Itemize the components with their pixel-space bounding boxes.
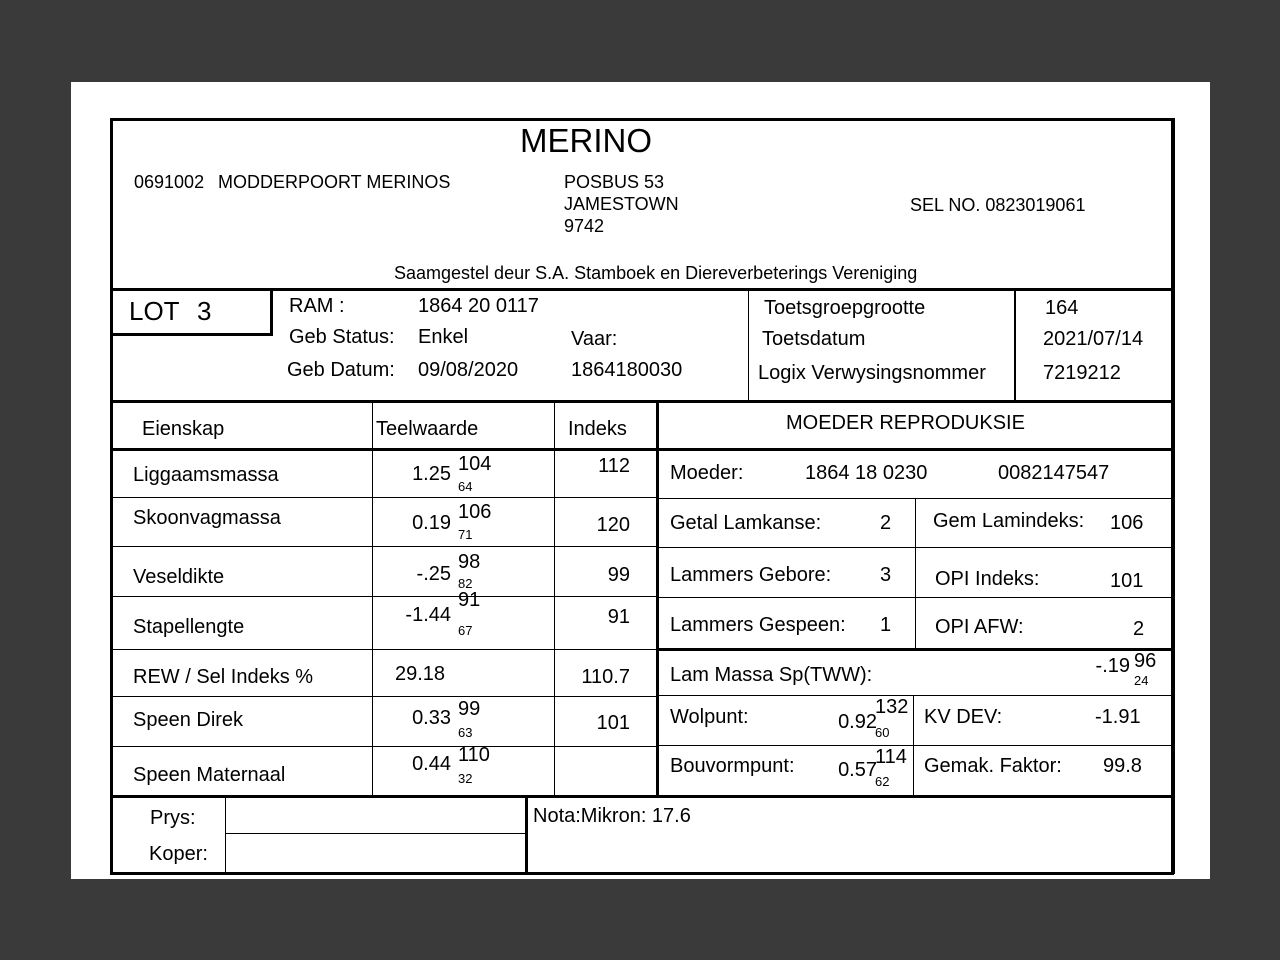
kv-dev-value: -1.91 [1095, 706, 1141, 728]
trait-sub: 67 [458, 623, 473, 638]
test-date-label: Toetsdatum [762, 328, 866, 350]
opi-index-label: OPI Indeks: [935, 568, 1040, 590]
divider-table-head [110, 448, 1174, 451]
ram-label: RAM : [289, 295, 345, 317]
sire-value: 1864180030 [571, 359, 683, 381]
birth-date-value: 09/08/2020 [418, 359, 519, 381]
lot-box-right [270, 288, 273, 335]
wool-score-value: 0.92 [838, 711, 877, 733]
trait-name: Speen Maternaal [133, 764, 286, 786]
lamb-mass-value: -.19 [1095, 655, 1130, 677]
dam-label: Moeder: [670, 462, 744, 484]
sire-label: Vaar: [571, 328, 618, 350]
breeder-name: MODDERPOORT MERINOS [218, 172, 451, 192]
col-divider-right [915, 498, 916, 648]
trait-sub: 63 [458, 725, 473, 740]
row-line [658, 597, 1174, 598]
trait-index: 91 [607, 606, 630, 628]
ram-value: 1864 20 0117 [418, 295, 539, 317]
row-line [110, 596, 656, 597]
frame-right [1171, 118, 1175, 874]
trait-sup: 106 [458, 501, 492, 523]
trait-value: 0.33 [412, 707, 451, 729]
birth-status-value: Enkel [418, 326, 469, 348]
lambs-born-label: Lammers Gebore: [670, 564, 832, 586]
compiled-by: Saamgestel deur S.A. Stamboek en Diereverbeterings Vereniging [394, 263, 918, 283]
lambs-born-value: 3 [880, 564, 892, 586]
price-label: Prys: [150, 807, 196, 829]
lamb-mass-sub: 24 [1134, 673, 1149, 688]
trait-sub: 82 [458, 576, 473, 591]
trait-name: Skoonvagmassa [133, 507, 281, 529]
frame-bottom [110, 872, 1174, 875]
footer-note-divider [525, 798, 528, 874]
trait-sub: 32 [458, 771, 473, 786]
row-line [110, 696, 656, 697]
row-line [110, 746, 656, 747]
ease-factor-label: Gemak. Faktor: [924, 755, 1062, 777]
row-line [110, 546, 656, 547]
trait-sub: 64 [458, 479, 473, 494]
test-value-divider [1014, 288, 1016, 402]
price-field[interactable] [227, 800, 523, 832]
row-line [110, 649, 656, 650]
row-line [658, 648, 1174, 651]
opi-dev-label: OPI AFW: [935, 616, 1024, 638]
lamb-mass-label: Lam Massa Sp(TWW): [670, 664, 873, 686]
conformation-label: Bouvormpunt: [670, 755, 795, 777]
trait-name: Speen Direk [133, 709, 244, 731]
trait-name: REW / Sel Indeks % [133, 666, 314, 688]
avg-lamb-index-label: Gem Lamindeks: [933, 510, 1085, 532]
lot-number: 3 [197, 296, 212, 326]
header-trait: Eienskap [142, 418, 225, 440]
test-date-value: 2021/07/14 [1043, 328, 1144, 350]
trait-value: 1.25 [412, 463, 451, 485]
buyer-label: Koper: [149, 843, 208, 865]
wool-score-sup: 132 [875, 696, 909, 718]
trait-sup: 91 [458, 589, 481, 611]
lot-label: LOT [129, 296, 180, 326]
row-line [658, 745, 1174, 746]
conformation-value: 0.57 [838, 759, 877, 781]
trait-index: 112 [598, 455, 630, 477]
trait-name: Liggaamsmassa [133, 464, 279, 486]
col-divider-2 [554, 402, 555, 797]
trait-index: 120 [596, 514, 630, 536]
wool-score-sub: 60 [875, 725, 890, 740]
trait-name: Veseldikte [133, 566, 225, 588]
row-line [658, 498, 1174, 499]
trait-sup: 99 [458, 698, 481, 720]
wool-score-label: Wolpunt: [670, 706, 749, 728]
birth-status-label: Geb Status: [289, 326, 395, 348]
col-divider-1 [372, 402, 373, 797]
footer-row-line [225, 833, 525, 834]
trait-sup: 98 [458, 551, 481, 573]
divider-footer [110, 795, 1174, 798]
sel-number: SEL NO. 0823019061 [910, 195, 1086, 215]
address-line: JAMESTOWN [564, 194, 679, 214]
lot-box-bottom [110, 333, 273, 336]
trait-sup: 104 [458, 453, 492, 475]
breed-title: MERINO [520, 122, 652, 159]
address-line: 9742 [564, 216, 605, 236]
trait-index: 110.7 [581, 666, 630, 688]
lambs-weaned-value: 1 [880, 614, 892, 636]
address-line: POSBUS 53 [564, 172, 665, 192]
trait-sub: 71 [458, 527, 473, 542]
header-index: Indeks [568, 418, 627, 440]
lambing-chances-value: 2 [880, 512, 892, 534]
buyer-field[interactable] [227, 835, 523, 871]
dam-code: 0082147547 [998, 462, 1110, 484]
birth-date-label: Geb Datum: [287, 359, 395, 381]
lambing-chances-label: Getal Lamkanse: [670, 512, 822, 534]
breeder-code: 0691002 [134, 172, 205, 192]
dam-id: 1864 18 0230 [805, 462, 928, 484]
sale-card [71, 82, 1210, 879]
kv-dev-label: KV DEV: [924, 706, 1003, 728]
avg-lamb-index-value: 106 [1110, 512, 1144, 534]
test-group-size-label: Toetsgroepgrootte [764, 297, 926, 319]
row-line [110, 497, 656, 498]
trait-value: 0.19 [412, 512, 451, 534]
header-breeding-value: Teelwaarde [376, 418, 479, 440]
note: Nota:Mikron: 17.6 [533, 805, 691, 827]
reference-label: Logix Verwysingsnommer [758, 362, 986, 384]
lamb-mass-sup: 96 [1134, 650, 1157, 672]
trait-value: 0.44 [412, 753, 451, 775]
row-line [658, 695, 1174, 696]
footer-col-divider [225, 798, 226, 874]
ram-test-divider [748, 288, 749, 402]
trait-value: -1.44 [405, 604, 451, 626]
trait-index: 99 [607, 564, 630, 586]
mother-heading: MOEDER REPRODUKSIE [786, 412, 1025, 434]
col-divider-right [913, 696, 914, 796]
trait-name: Stapellengte [133, 616, 245, 638]
frame-left [110, 118, 113, 874]
reference-value: 7219212 [1043, 362, 1121, 384]
trait-index: 101 [596, 712, 630, 734]
lambs-weaned-label: Lammers Gespeen: [670, 614, 846, 636]
conformation-sup: 114 [875, 746, 907, 768]
trait-value: -.25 [416, 563, 451, 585]
conformation-sub: 62 [875, 774, 890, 789]
frame-top [110, 118, 1174, 121]
opi-dev-value: 2 [1133, 618, 1145, 640]
opi-index-value: 101 [1110, 570, 1144, 592]
test-group-size-value: 164 [1045, 297, 1079, 319]
trait-value: 29.18 [395, 663, 446, 685]
trait-sup: 110 [458, 744, 490, 766]
ease-factor-value: 99.8 [1103, 755, 1142, 777]
row-line [658, 547, 1174, 548]
col-divider-3 [656, 402, 659, 797]
